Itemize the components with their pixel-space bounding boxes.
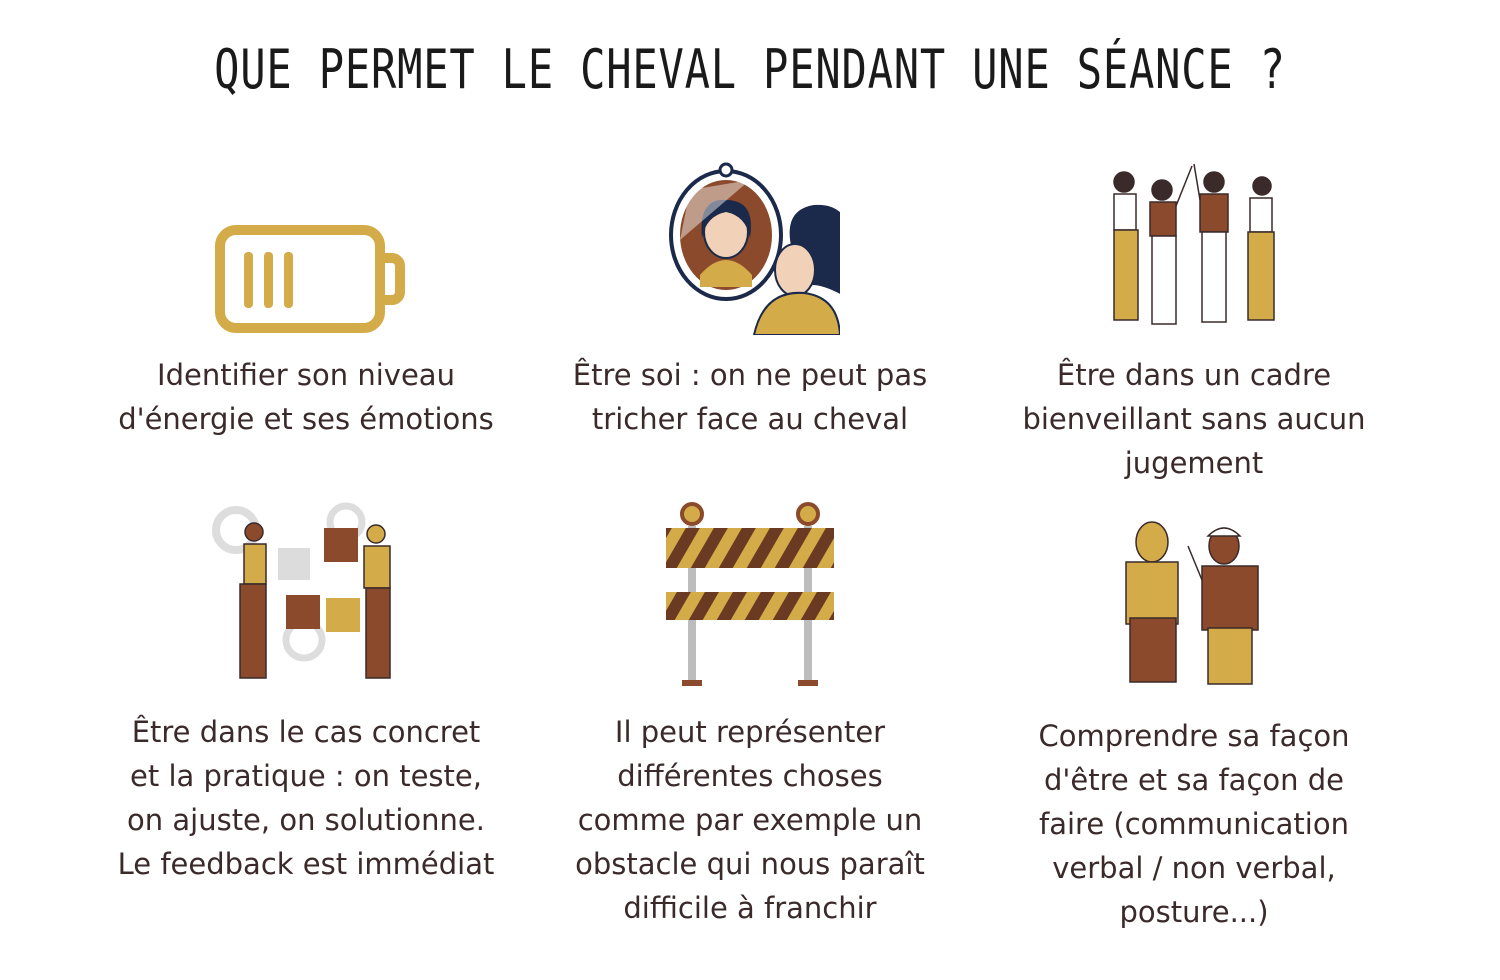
mirror-reflection-icon xyxy=(520,160,980,335)
battery-icon xyxy=(76,160,536,335)
card-text: Être soi : on ne peut pas tricher face au cheval xyxy=(572,358,928,436)
puzzle-teamwork-icon xyxy=(76,500,536,690)
card-text: Être dans un cadre bienveillant sans aucun jugement xyxy=(1022,358,1366,480)
card-text: Comprendre sa façon d'être et sa façon de faire (communication verbal / non verbal, posture...) xyxy=(1038,719,1350,929)
two-people-talking-icon xyxy=(964,500,1424,690)
page-title: QUE PERMET LE CHEVAL PENDANT UNE SÉANCE ? xyxy=(214,38,1286,101)
group-high-five-icon xyxy=(964,160,1424,335)
card-text: Il peut représenter différentes choses comme par exemple un obstacle qui nous paraît difficile à franchir xyxy=(575,715,925,925)
card-text: Identifier son niveau d'énergie et ses émotions xyxy=(118,358,494,436)
card-text: Être dans le cas concret et la pratique : on teste, on ajuste, on solutionne. Le feedback est immédiat xyxy=(117,715,495,881)
road-barrier-icon xyxy=(520,500,980,690)
